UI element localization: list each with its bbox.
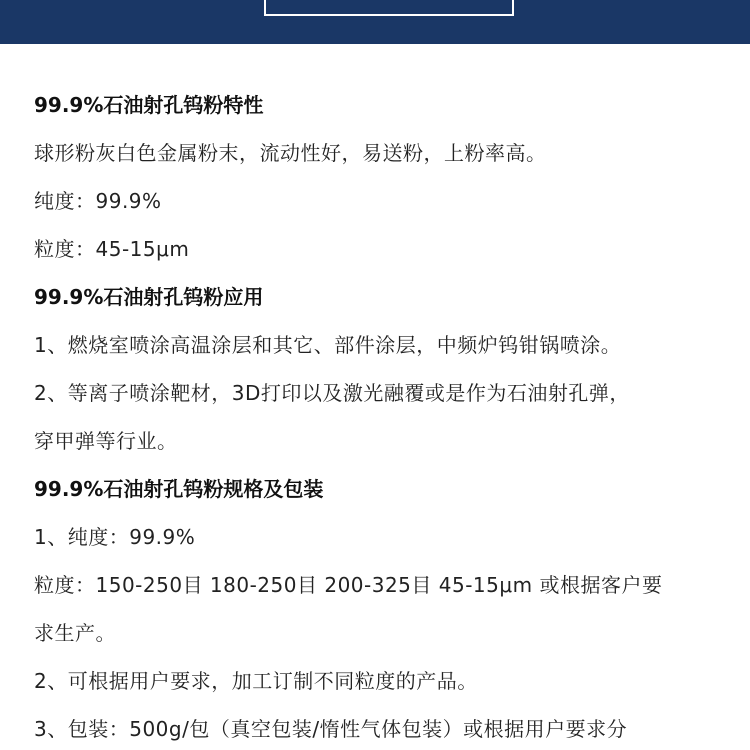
product-description	[34, 88, 734, 750]
application-item-2-continued: 穿甲弹等行业。	[34, 429, 178, 453]
spec-customization: 2、可根据用户要求，加工订制不同粒度的产品。	[34, 669, 478, 693]
spec-packaging: 3、包装：500g/包（真空包装/惰性气体包装）或根据用户要求分	[34, 717, 628, 741]
header-banner	[0, 0, 750, 44]
purity-text: 纯度：99.9%	[34, 189, 162, 213]
particle-size-text: 粒度：45-15μm	[34, 237, 190, 261]
spec-purity: 1、纯度：99.9%	[34, 525, 196, 549]
header-title-frame	[264, 0, 514, 16]
properties-description: 球形粉灰白色金属粉末，流动性好，易送粉，上粉率高。	[34, 141, 547, 165]
spec-particle-size: 粒度：150-250目 180-250目 200-325目 45-15μm 或根据客户要	[34, 573, 663, 597]
section-heading-applications: 99.9%石油射孔钨粉应用	[34, 285, 264, 309]
application-item-1: 1、燃烧室喷涂高温涂层和其它、部件涂层，中频炉钨钳锅喷涂。	[34, 333, 622, 357]
spec-particle-size-continued: 求生产。	[34, 621, 116, 645]
section-heading-properties: 99.9%石油射孔钨粉特性	[34, 93, 264, 117]
application-item-2: 2、等离子喷涂靶材，3D打印以及激光融覆或是作为石油射孔弹，	[34, 381, 630, 405]
section-heading-specs-packaging: 99.9%石油射孔钨粉规格及包装	[34, 477, 324, 501]
